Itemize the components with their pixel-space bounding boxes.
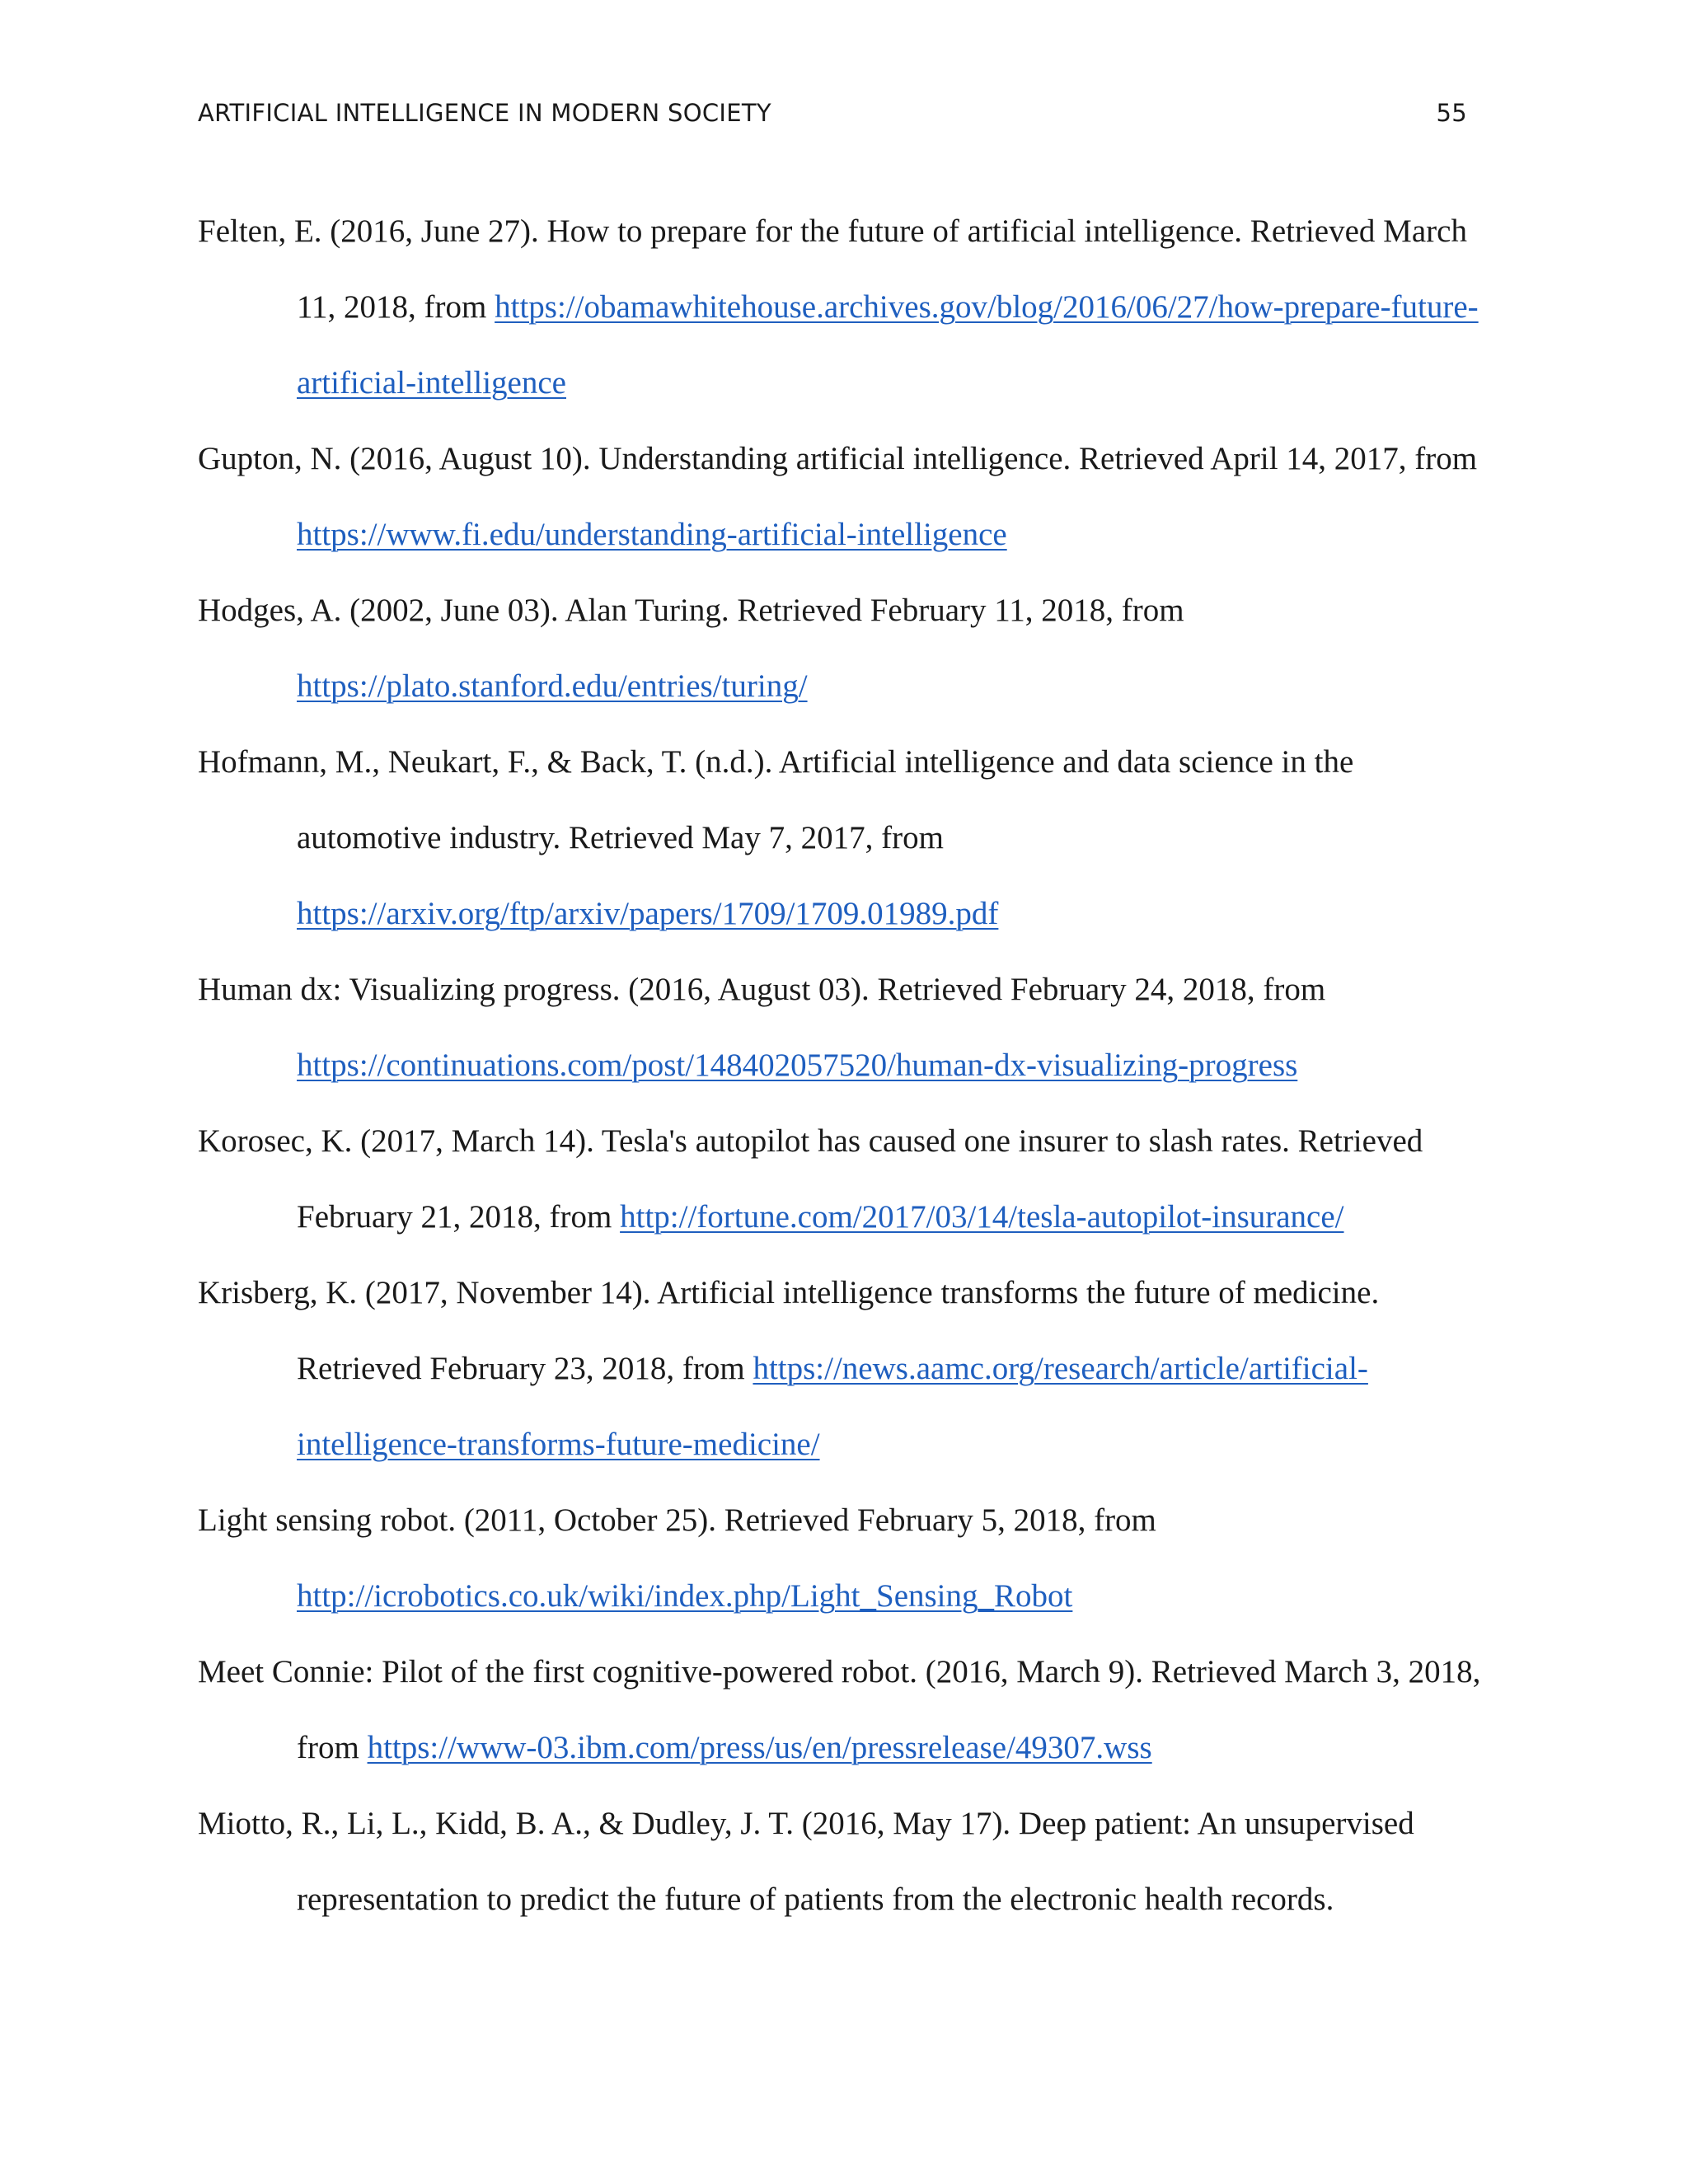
reference-link[interactable]: https://obamawhitehouse.archives.gov/blog/2016/06/27/how-​prepare-future-artificial-intelligence [297,289,1479,401]
reference-entry [198,194,1484,421]
reference-link[interactable]: https://continuations.com/post/148402057520/human-dx-visualizing-progress [297,1047,1298,1083]
reference-entry [198,952,1484,1104]
reference-link[interactable]: https://www.fi.edu/understanding-artificial-intelligence [297,517,1007,552]
reference-text: Meet Connie: Pilot of the first cognitive-powered robot. (2016, March 9). Retrieved March 3, 2018, from [198,1654,1481,1765]
reference-entry [198,1483,1484,1634]
reference-text: Hodges, A. (2002, June 03). Alan Turing. Retrieved February 11, 2018, from [198,593,1184,628]
reference-text: Krisberg, K. (2017, November 14). Artificial intelligence transforms the future of medicine. Retrieved February 23, 2018, from [198,1275,1380,1386]
reference-entry [198,1104,1484,1255]
reference-list [198,194,1484,1938]
reference-link[interactable]: https://www-03.ibm.com/press/us/en/pressrelease/49307.wss [367,1730,1152,1765]
reference-text: Gupton, N. (2016, August 10). Understanding artificial intelligence. Retrieved April 14, 2017, from [198,441,1478,476]
reference-entry [198,573,1484,724]
reference-entry [198,1786,1484,1938]
reference-entry [198,724,1484,952]
reference-text: Human dx: Visualizing progress. (2016, August 03). Retrieved February 24, 2018, from [198,972,1326,1007]
reference-text: Korosec, K. (2017, March 14). Tesla's autopilot has caused one insurer to slash rates. Retrieved February 21, 2018, from [198,1123,1423,1235]
reference-entry [198,421,1484,573]
running-title: ARTIFICIAL INTELLIGENCE IN MODERN SOCIETY [198,99,771,127]
reference-link[interactable]: https://news.aamc.org/research/article/artificial-​intelligence-transforms-future-medicine/ [297,1351,1368,1462]
reference-link[interactable]: http://fortune.com/2017/03/14/tesla-autopilot-insurance/ [620,1199,1344,1235]
reference-link[interactable]: https://arxiv.org/ftp/arxiv/papers/1709/1709.01989.pdf [297,896,999,931]
running-head [198,99,1467,138]
reference-entry [198,1634,1484,1786]
reference-entry [198,1255,1484,1483]
reference-link[interactable]: https://plato.stanford.edu/entries/turing/ [297,668,808,704]
reference-text: Miotto, R., Li, L., Kidd, B. A., & Dudley, J. T. (2016, May 17). Deep patient: An unsupervised representation to predict the future of patients from the electronic health records. [198,1806,1414,1917]
reference-link[interactable]: http://icrobotics.co.uk/wiki/index.php/Light_Sensing_Robot [297,1578,1073,1614]
reference-text: Felten, E. (2016, June 27). How to prepare for the future of artificial intelligence. Retrieved March 11, 2018, from [198,213,1467,325]
reference-text: Hofmann, M., Neukart, F., & Back, T. (n.d.). Artificial intelligence and data science in the automotive industry. Retrieved May 7, 2017, from [198,744,1354,855]
page-number: 55 [1436,99,1467,127]
reference-text: Light sensing robot. (2011, October 25). Retrieved February 5, 2018, from [198,1502,1156,1538]
